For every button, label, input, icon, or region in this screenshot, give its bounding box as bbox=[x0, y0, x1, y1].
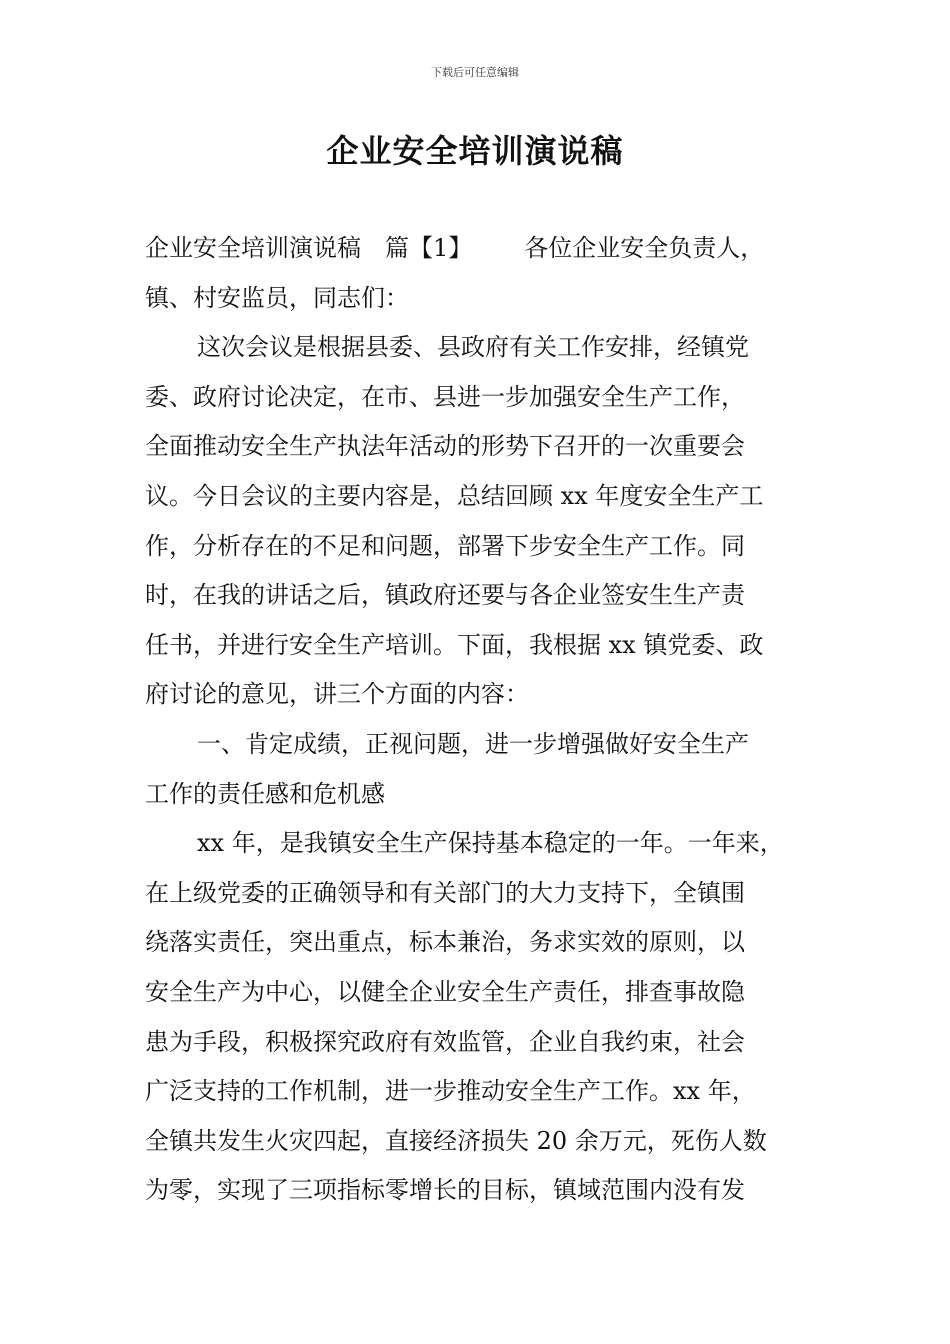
paragraph-line: 委、政府讨论决定，在市、县进一步加强安全生产工作， bbox=[145, 382, 745, 411]
paragraph-line: 府讨论的意见，讲三个方面的内容： bbox=[145, 680, 529, 709]
section-heading-line: 工作的责任感和危机感 bbox=[145, 779, 385, 808]
paragraph-line: 这次会议是根据县委、县政府有关工作安排，经镇党 bbox=[197, 333, 749, 362]
paragraph-line: 全面推动安全生产执法年活动的形势下召开的一次重要会 bbox=[145, 432, 745, 461]
paragraph-line: 议。今日会议的主要内容是，总结回顾 xx 年度安全生产工 bbox=[145, 481, 764, 510]
header-note: 下载后可任意编辑 bbox=[431, 66, 519, 79]
document-body bbox=[145, 224, 813, 1216]
paragraph-line: 时，在我的讲话之后，镇政府还要与各企业签安生生产责 bbox=[145, 581, 745, 610]
paragraph-line: 全镇共发生火灾四起，直接经济损失 20 余万元，死伤人数 bbox=[145, 1126, 767, 1155]
intro-heading: 企业安全培训演说稿 bbox=[145, 234, 361, 262]
paragraph-line: 广泛支持的工作机制，进一步推动安全生产工作。xx 年， bbox=[145, 1077, 756, 1106]
paragraph-line: 为零，实现了三项指标零增长的目标，镇域范围内没有发 bbox=[145, 1176, 745, 1205]
document-title: 企业安全培训演说稿 bbox=[326, 132, 624, 170]
paragraph-line: 任书，并进行安全生产培训。下面，我根据 xx 镇党委、政 bbox=[145, 630, 764, 659]
intro-greeting: 各位企业安全负责人， bbox=[524, 234, 765, 262]
section-heading-line: 一、肯定成绩，正视问题，进一步增强做好安全生产 bbox=[197, 729, 749, 758]
intro-line bbox=[145, 224, 813, 274]
paragraph-line: xx 年，是我镇安全生产保持基本稳定的一年。一年来， bbox=[197, 829, 784, 858]
paragraph-line: 绕落实责任，突出重点，标本兼治，务求实效的原则，以 bbox=[145, 928, 745, 957]
intro-greeting-continued: 镇、村安监员，同志们： bbox=[145, 283, 409, 312]
intro-part: 篇【1】 bbox=[385, 234, 473, 262]
paragraph-line: 作，分析存在的不足和问题，部署下步安全生产工作。同 bbox=[145, 531, 745, 560]
paragraph-line: 患为手段，积极探究政府有效监管，企业自我约束，社会 bbox=[145, 1027, 745, 1056]
paragraph-line: 在上级党委的正确领导和有关部门的大力支持下，全镇围 bbox=[145, 878, 745, 907]
paragraph-line: 安全生产为中心，以健全企业安全生产责任，排查事故隐 bbox=[145, 977, 745, 1006]
